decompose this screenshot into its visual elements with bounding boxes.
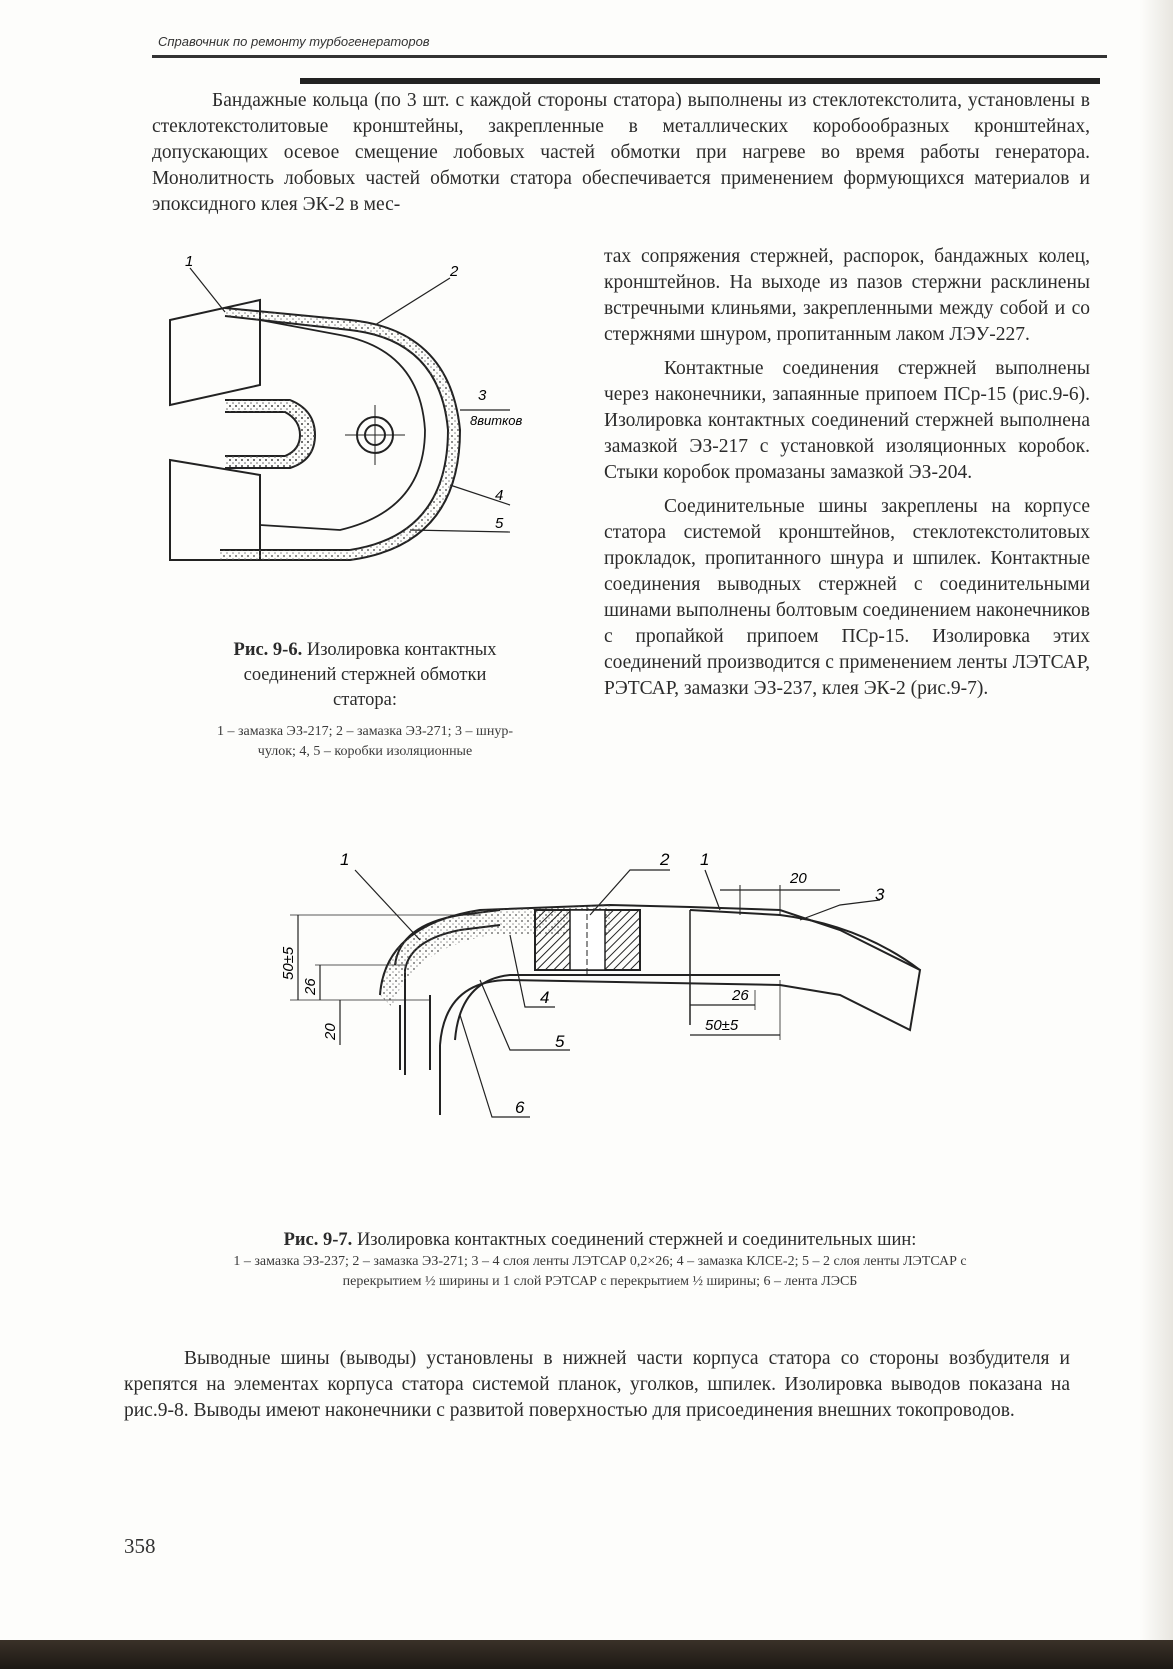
- fig6-label-3: 3: [478, 387, 487, 404]
- closing-text: Выводные шины (выводы) установлены в нижней части корпуса статора со стороны возбудителя и крепятся на элементах корпуса статора системой планок, уголков, шпилек. Изолировка выводов показана на рис.9-8. Выводы имеют наконечники с развитой поверхностью для присоединения внешних токопроводов.: [124, 1348, 1070, 1421]
- lower-bar: [170, 460, 260, 560]
- figure-9-7-caption: [160, 1228, 1040, 1253]
- fig6-label-1: 1: [185, 253, 194, 270]
- fig7-dim-50b: 50±5: [705, 1017, 739, 1034]
- fig7-dim-26a: 26: [302, 978, 319, 995]
- fig6-label-4: 4: [495, 487, 504, 504]
- fig7-dim-20b: 20: [790, 870, 807, 887]
- fig7-leader-1b: [705, 870, 720, 910]
- figure-9-7-legend: 1 – замазка ЭЗ-237; 2 – замазка ЭЗ-271; 3 – 4 слоя ленты ЛЭТСАР 0,2×26; 4 – замазка КЛСЕ-2; 5 – 2 слоя ленты ЛЭТСАР с перекрытием ½ ширины и 1 слой РЭТСАР с перекрытием ½ ширины; 6 – лента ЛЭСБ: [233, 1254, 967, 1289]
- fig6-label-5: 5: [495, 515, 504, 532]
- header-rule-thick: [300, 78, 1100, 84]
- scan-bottom-edge: [0, 1640, 1173, 1669]
- fig7-label-1b: 1: [700, 850, 710, 869]
- page-number: 358: [124, 1534, 156, 1558]
- paragraph-3: Соединительные шины закреплены на корпусе статора системой кронштейнов, стеклотекстолитовых прокладок, пропитанного шнура и шпилек. Контактные соединения выводных стержней с соединительными шинами выполнены болтовым соединением наконечников с пропайкой припоем ПСр-15. Изолировка этих соединений производится с применением ленты ЛЭТСАР, РЭТСАР, замазки ЭЗ-237, клея ЭК-2 (рис.9-7).: [604, 496, 1090, 699]
- scan-edge-shadow: [1140, 0, 1173, 1669]
- figure-9-6-legend: 1 – замазка ЭЗ-217; 2 – замазка ЭЗ-271; 3 – шнур-чулок; 4, 5 – коробки изоляционные: [216, 724, 513, 759]
- fig7-caption-title: Изолировка контактных соединений стержней и соединительных шин:: [356, 1230, 917, 1250]
- fig7-caption-number: Рис. 9-7.: [283, 1230, 353, 1250]
- leader-2: [375, 278, 450, 325]
- fig7-label-4: 4: [540, 988, 550, 1007]
- fig6-caption-title: Изолировка контактных соединений стержней обмотки статора:: [243, 640, 497, 710]
- leader-1: [190, 268, 225, 312]
- lug-inner: [225, 412, 300, 456]
- fig7-label-1a: 1: [340, 850, 350, 869]
- fig7-label-3: 3: [875, 885, 885, 904]
- putty-layer: [220, 308, 460, 560]
- right-bar-top: [690, 910, 920, 970]
- fig7-leader-3: [800, 900, 880, 920]
- right-column-text: [604, 244, 1090, 702]
- intro-text: Бандажные кольца (по 3 шт. с каждой стороны статора) выполнены из стеклотекстолита, установлены в стеклотекстолитовые кронштейны, закрепленные в металлических коробообразных кронштейнах, допускающих осевое смещение лобовых частей обмотки при нагреве во время работы генератора. Монолитность лобовых частей обмотки статора обеспечивается применением формующихся материалов и эпоксидного клея ЭК-2 в мес-: [152, 90, 1090, 215]
- header-rule: [152, 55, 1107, 58]
- paragraph-1: тах сопряжения стержней, распорок, бандажных колец, кронштейнов. На выходе из пазов стержни расклинены встречными клиньями, закрепленными между собой и со стержнями шнуром, пропитанным лаком ЛЭУ-227.: [604, 246, 1090, 345]
- fig7-label-2: 2: [660, 850, 670, 869]
- fig7-label-6: 6: [515, 1098, 525, 1117]
- fig7-dim-26b: 26: [732, 987, 749, 1004]
- figure-9-6-caption: [210, 638, 520, 713]
- fig7-label-5: 5: [555, 1032, 565, 1051]
- intro-paragraph: [152, 88, 1090, 218]
- lug-putty: [225, 400, 315, 468]
- figure-9-6-drawing: [150, 253, 590, 610]
- figure-9-7-drawing: [280, 850, 960, 1195]
- fig6-label-2: 2: [450, 263, 459, 280]
- closing-paragraph: [124, 1346, 1070, 1424]
- fig7-leader-1a: [355, 870, 420, 940]
- fig6-caption-number: Рис. 9-6.: [233, 640, 303, 660]
- inner-box: [260, 320, 425, 530]
- paragraph-2: Контактные соединения стержней выполнены через наконечники, запаянные припоем ПСр-15 (рис.9-6). Изолировка контактных соединений стержней выполнена замазкой ЭЗ-217 с установкой изоляционных коробок. Стыки коробок промазаны замазкой ЭЗ-204.: [604, 358, 1090, 483]
- fig7-dim-50a: 50±5: [280, 946, 297, 980]
- fig6-note-turns: 8витков: [470, 413, 523, 428]
- fig7-dim-20a: 20: [322, 1023, 339, 1040]
- running-title: Справочник по ремонту турбогенераторов: [158, 34, 430, 49]
